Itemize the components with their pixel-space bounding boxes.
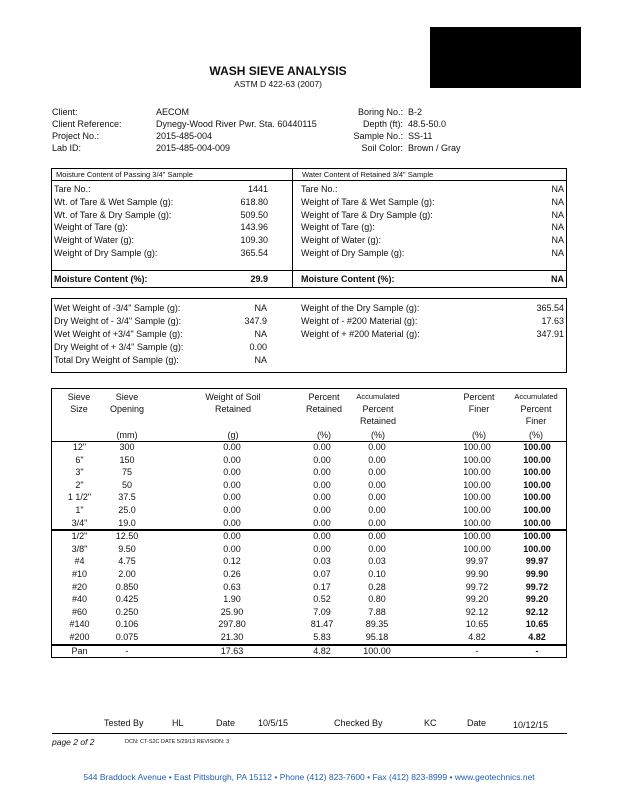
sieve-header-weight: Retained xyxy=(214,404,252,414)
test-date-label: Date xyxy=(216,718,236,728)
percent-retained: 0.00 xyxy=(313,454,331,465)
accumulated-finer: 92.12 xyxy=(525,606,549,617)
row-value: NA xyxy=(254,355,267,365)
table-row xyxy=(52,631,566,644)
tested-by-value: HL xyxy=(172,718,184,728)
opening-mm: 0.850 xyxy=(115,581,139,592)
moisture-left-row xyxy=(52,221,292,234)
sieve-unit-pct-ret: (%) xyxy=(317,430,331,440)
sieve-size: 12" xyxy=(72,442,87,452)
table-row xyxy=(52,555,566,568)
moisture-content-table xyxy=(51,168,567,288)
opening-mm: 12.50 xyxy=(115,531,139,542)
percent-finer: 100.00 xyxy=(463,505,491,515)
sieve-size: #140 xyxy=(69,619,90,630)
page-number: page 2 of 2 xyxy=(52,737,95,747)
report-title: WASH SIEVE ANALYSIS xyxy=(209,64,347,78)
table-row xyxy=(52,581,566,594)
moisture-right-header: Water Content of Retained 3/4" Sample xyxy=(302,170,434,179)
table-row xyxy=(52,491,566,504)
percent-retained: 0.00 xyxy=(313,479,331,490)
percent-finer: 99.97 xyxy=(465,556,489,567)
soil-color-value: Brown / Gray xyxy=(408,143,461,153)
row-label: Weight of Dry Sample (g): xyxy=(54,248,158,258)
row-value: 143.96 xyxy=(240,222,268,233)
row-label: Wt. of Tare & Dry Sample (g): xyxy=(54,209,172,220)
opening-mm: 37.5 xyxy=(118,492,136,503)
sample-weights-table xyxy=(51,298,567,373)
percent-retained: 0.17 xyxy=(313,581,331,592)
table-row xyxy=(52,466,566,479)
weight-retained: 0.00 xyxy=(223,467,241,478)
sieve-header-weight: Weight of Soil xyxy=(205,392,261,402)
row-label: Weight of Dry Sample (g): xyxy=(301,248,405,258)
percent-retained: 4.82 xyxy=(313,645,331,656)
accumulated-finer: 100.00 xyxy=(523,531,551,542)
row-value: 109.30 xyxy=(240,235,268,246)
moisture-content-left-value: 29.9 xyxy=(250,274,268,284)
row-value: 365.54 xyxy=(240,248,268,258)
row-value: NA xyxy=(254,329,267,339)
sieve-unit-weight: (g) xyxy=(227,430,239,440)
accumulated-finer: 100.00 xyxy=(523,505,551,515)
depth-value: 48.5-50.0 xyxy=(408,119,447,129)
depth-label: Depth (ft): xyxy=(362,119,403,129)
percent-retained: 0.00 xyxy=(313,442,331,452)
accumulated-retained: 0.28 xyxy=(368,581,386,592)
footer-divider xyxy=(52,733,567,734)
accumulated-finer: 100.00 xyxy=(523,479,551,490)
lab-id-value: 2015-485-004-009 xyxy=(156,143,231,153)
row-value: 347.9 xyxy=(244,316,267,326)
percent-retained: 0.00 xyxy=(313,517,331,528)
weight-retained: 0.00 xyxy=(223,543,241,554)
percent-finer: 100.00 xyxy=(463,543,491,554)
weight-retained: 0.00 xyxy=(223,517,241,528)
check-date-label: Date xyxy=(467,718,487,728)
tested-by-label: Tested By xyxy=(104,718,144,728)
moisture-content-right-value: NA xyxy=(551,274,564,284)
table-row xyxy=(52,454,566,467)
accumulated-retained: 0.00 xyxy=(368,442,386,452)
table-row xyxy=(52,517,566,530)
opening-mm: - xyxy=(125,645,129,656)
weight-retained: 0.00 xyxy=(223,454,241,465)
sieve-header-pct-finer: Percent xyxy=(463,392,495,402)
percent-retained: 0.00 xyxy=(313,492,331,503)
sieve-size: #40 xyxy=(71,594,88,605)
percent-retained: 0.03 xyxy=(313,556,331,567)
moisture-right-row xyxy=(292,196,566,209)
row-label: Wet Weight of -3/4" Sample (g): xyxy=(54,303,181,313)
moisture-left-row xyxy=(52,247,292,260)
opening-mm: 19.0 xyxy=(118,517,136,528)
opening-mm: 25.0 xyxy=(118,505,136,515)
percent-retained: 0.00 xyxy=(313,531,331,542)
moisture-content-right-label: Moisture Content (%): xyxy=(301,274,395,284)
sieve-header-opening: Sieve xyxy=(115,392,139,402)
sieve-header-acc-ret: Accumulated xyxy=(356,392,400,401)
sieve-header-pct-ret: Percent xyxy=(308,392,340,402)
opening-mm: 300 xyxy=(119,442,135,452)
weight-retained: 0.00 xyxy=(223,442,241,452)
weight-retained: 17.63 xyxy=(220,645,244,656)
percent-finer: 100.00 xyxy=(463,442,491,452)
percent-retained: 0.00 xyxy=(313,505,331,515)
sieve-size: 6" xyxy=(75,454,84,465)
percent-finer: 92.12 xyxy=(465,606,489,617)
sieve-size: 3" xyxy=(75,467,84,478)
sieve-size: 1 1/2" xyxy=(67,492,92,503)
opening-mm: 2.00 xyxy=(118,569,136,579)
accumulated-finer: 4.82 xyxy=(528,632,546,642)
check-date-value: 10/12/15 xyxy=(513,720,549,730)
sieve-header-acc-ret: Retained xyxy=(359,416,397,426)
row-label: Dry Weight of - 3/4" Sample (g): xyxy=(54,316,182,326)
sieve-header-pct-finer: Finer xyxy=(468,404,490,414)
moisture-right-row xyxy=(292,209,566,222)
row-value: 618.80 xyxy=(240,196,268,207)
accumulated-retained: 95.18 xyxy=(365,632,389,642)
table-row xyxy=(52,441,566,454)
pan-row xyxy=(52,645,566,658)
table-row xyxy=(52,504,566,517)
weight-retained: 0.00 xyxy=(223,492,241,503)
row-value: 0.00 xyxy=(249,342,267,352)
accumulated-retained: 0.00 xyxy=(368,492,386,503)
sieve-unit-opening: (mm) xyxy=(116,430,138,440)
sieve-size: #20 xyxy=(71,581,88,592)
accumulated-retained: 89.35 xyxy=(365,619,389,630)
sieve-header-acc-finer: Accumulated xyxy=(514,392,558,401)
weights-left-row xyxy=(52,354,566,367)
row-label: Weight of Tare (g): xyxy=(301,222,375,233)
sieve-size: 1/2" xyxy=(71,531,88,542)
sieve-header-sieve: Sieve xyxy=(67,392,91,402)
lab-id-label: Lab ID: xyxy=(52,143,82,153)
percent-finer: 99.72 xyxy=(465,581,489,592)
row-value: 17.63 xyxy=(541,316,564,326)
weight-retained: 0.00 xyxy=(223,531,241,542)
accumulated-finer: 100.00 xyxy=(523,543,551,554)
soil-color-label: Soil Color: xyxy=(361,143,403,153)
percent-retained: 0.00 xyxy=(313,543,331,554)
sieve-unit-acc-ret: (%) xyxy=(371,430,385,440)
accumulated-finer: 10.65 xyxy=(525,619,549,630)
moisture-left-row xyxy=(52,209,292,222)
table-row xyxy=(52,530,566,543)
opening-mm: 0.250 xyxy=(115,606,139,617)
row-value: 365.54 xyxy=(536,303,564,313)
moisture-right-row xyxy=(292,247,566,260)
accumulated-retained: 7.88 xyxy=(368,606,386,617)
boring-label: Boring No.: xyxy=(357,107,403,117)
row-label: Tare No.: xyxy=(301,184,338,194)
row-label: Dry Weight of + 3/4" Sample (g): xyxy=(54,342,184,352)
weights-right-row xyxy=(52,315,566,328)
accumulated-finer: 99.97 xyxy=(525,556,549,567)
checked-by-label: Checked By xyxy=(334,718,383,728)
row-label: Total Dry Weight of Sample (g): xyxy=(54,355,179,365)
weight-retained: 0.63 xyxy=(223,581,241,592)
document-control-number: DCN: CT-S2C DATE 5/29/13 REVISION: 3 xyxy=(125,739,230,745)
client-value: AECOM xyxy=(156,107,190,117)
sieve-size: 1" xyxy=(75,505,84,515)
weight-retained: 0.00 xyxy=(223,479,241,490)
accumulated-retained: 0.10 xyxy=(368,569,386,579)
table-row xyxy=(52,479,566,492)
sieve-size: 2" xyxy=(75,479,84,490)
accumulated-retained: 0.80 xyxy=(368,594,386,605)
percent-finer: - xyxy=(475,645,479,656)
moisture-content-left-label: Moisture Content (%): xyxy=(54,274,148,284)
row-value: 509.50 xyxy=(240,209,268,220)
project-value: 2015-485-004 xyxy=(156,131,213,141)
row-label: Weight of Tare (g): xyxy=(54,222,128,233)
row-value: NA xyxy=(551,196,564,207)
row-label: Wt. of Tare & Wet Sample (g): xyxy=(54,196,174,207)
row-label: Weight of Water (g): xyxy=(301,235,382,246)
sample-no-value: SS-11 xyxy=(408,131,433,141)
row-label: Weight of + #200 Material (g): xyxy=(301,329,420,339)
moisture-left-row xyxy=(52,183,292,196)
table-row xyxy=(52,568,566,581)
accumulated-retained: 0.00 xyxy=(368,531,386,542)
project-label: Project No.: xyxy=(52,131,100,141)
sample-no-label: Sample No.: xyxy=(353,131,403,141)
row-value: 1441 xyxy=(247,184,268,194)
client-ref-value: Dynegy-Wood River Pwr. Sta. 60440115 xyxy=(156,119,317,129)
row-value: NA xyxy=(551,222,564,233)
row-value: NA xyxy=(551,235,564,246)
sieve-header-acc-finer: Finer xyxy=(525,416,547,426)
test-date-value: 10/5/15 xyxy=(258,718,289,728)
weight-retained: 1.90 xyxy=(223,594,241,605)
opening-mm: 4.75 xyxy=(118,556,136,567)
report-standard: ASTM D 422-63 (2007) xyxy=(234,79,322,89)
percent-finer: 100.00 xyxy=(463,479,491,490)
accumulated-retained: 100.00 xyxy=(363,645,391,656)
percent-retained: 5.83 xyxy=(313,632,331,642)
weight-retained: 297.80 xyxy=(218,619,246,630)
row-label: Weight of Tare & Dry Sample (g): xyxy=(301,209,433,220)
row-label: Weight of the Dry Sample (g): xyxy=(301,303,420,313)
weight-retained: 25.90 xyxy=(220,606,244,617)
percent-finer: 100.00 xyxy=(463,492,491,503)
row-label: Weight of Water (g): xyxy=(54,235,135,246)
accumulated-finer: - xyxy=(535,645,539,656)
percent-finer: 100.00 xyxy=(463,531,491,542)
weight-retained: 21.30 xyxy=(220,632,244,642)
moisture-left-row xyxy=(52,196,292,209)
row-label: Weight of - #200 Material (g): xyxy=(301,316,418,326)
weights-right-row xyxy=(52,328,566,341)
percent-retained: 0.52 xyxy=(313,594,331,605)
weight-retained: 0.00 xyxy=(223,505,241,515)
table-row xyxy=(52,593,566,606)
moisture-left-row xyxy=(52,234,292,247)
accumulated-retained: 0.00 xyxy=(368,543,386,554)
row-value: NA xyxy=(551,184,564,194)
boring-value: B-2 xyxy=(408,107,423,117)
weight-retained: 0.26 xyxy=(223,569,241,579)
percent-finer: 4.82 xyxy=(468,632,486,642)
row-label: Tare No.: xyxy=(54,184,91,194)
opening-mm: 0.425 xyxy=(115,594,139,605)
percent-retained: 0.07 xyxy=(313,569,331,579)
accumulated-retained: 0.00 xyxy=(368,479,386,490)
sieve-header-acc-ret: Percent xyxy=(362,404,394,414)
accumulated-finer: 100.00 xyxy=(523,517,551,528)
opening-mm: 50 xyxy=(121,479,132,490)
weight-retained: 0.12 xyxy=(223,556,241,567)
sieve-unit-pct-finer: (%) xyxy=(472,430,486,440)
moisture-right-row xyxy=(292,221,566,234)
percent-retained: 0.00 xyxy=(313,467,331,478)
accumulated-finer: 100.00 xyxy=(523,467,551,478)
opening-mm: 9.50 xyxy=(118,543,136,554)
sieve-size: 3/4" xyxy=(71,517,88,528)
accumulated-finer: 100.00 xyxy=(523,492,551,503)
sieve-size: Pan xyxy=(71,645,88,656)
weights-left-row xyxy=(52,341,566,354)
client-label: Client: xyxy=(52,107,78,117)
accumulated-finer: 100.00 xyxy=(523,442,551,452)
row-label: Wet Weight of +3/4" Sample (g): xyxy=(54,329,183,339)
sieve-header-sieve: Size xyxy=(70,404,88,414)
opening-mm: 150 xyxy=(119,454,135,465)
accumulated-retained: 0.03 xyxy=(368,556,386,567)
accumulated-retained: 0.00 xyxy=(368,454,386,465)
sieve-header-opening: Opening xyxy=(109,404,145,414)
percent-retained: 81.47 xyxy=(310,619,334,630)
percent-finer: 100.00 xyxy=(463,517,491,528)
weights-right-row xyxy=(52,302,566,315)
percent-finer: 99.90 xyxy=(465,569,489,579)
percent-finer: 10.65 xyxy=(465,619,489,630)
percent-finer: 100.00 xyxy=(463,454,491,465)
sieve-header-pct-ret: Retained xyxy=(305,404,343,414)
percent-finer: 100.00 xyxy=(463,467,491,478)
sieve-size: #60 xyxy=(71,606,88,617)
row-value: NA xyxy=(551,209,564,220)
accumulated-retained: 0.00 xyxy=(368,467,386,478)
accumulated-retained: 0.00 xyxy=(368,505,386,515)
accumulated-finer: 99.20 xyxy=(525,594,549,605)
opening-mm: 0.075 xyxy=(115,632,139,642)
accumulated-finer: 99.90 xyxy=(525,569,549,579)
accumulated-finer: 100.00 xyxy=(523,454,551,465)
sieve-size: 3/8" xyxy=(71,543,88,554)
sieve-header-acc-finer: Percent xyxy=(520,404,552,414)
client-ref-label: Client Reference: xyxy=(52,119,122,129)
row-value: 347.91 xyxy=(536,329,564,339)
company-address: 544 Braddock Avenue • East Pittsburgh, PA 15112 • Phone (412) 823-7600 • Fax (412) 823-8999 • www.geotechnics.net xyxy=(83,772,535,782)
opening-mm: 75 xyxy=(121,467,132,478)
table-row xyxy=(52,543,566,556)
accumulated-retained: 0.00 xyxy=(368,517,386,528)
moisture-left-header: Moisture Content of Passing 3/4" Sample xyxy=(56,170,193,179)
table-row xyxy=(52,618,566,631)
sieve-size: #10 xyxy=(71,569,88,579)
row-label: Weight of Tare & Wet Sample (g): xyxy=(301,196,435,207)
percent-retained: 7.09 xyxy=(313,606,331,617)
table-row xyxy=(52,606,566,619)
sieve-table xyxy=(51,388,567,658)
sieve-unit-acc-finer: (%) xyxy=(529,430,543,440)
row-value: NA xyxy=(254,303,267,313)
sieve-size: #4 xyxy=(74,556,85,567)
moisture-right-row xyxy=(292,234,566,247)
row-value: NA xyxy=(551,248,564,258)
opening-mm: 0.106 xyxy=(115,619,139,630)
accumulated-finer: 99.72 xyxy=(525,581,549,592)
percent-finer: 99.20 xyxy=(465,594,489,605)
checked-by-value: KC xyxy=(424,718,437,728)
sieve-size: #200 xyxy=(69,632,90,642)
moisture-right-row xyxy=(292,183,566,196)
